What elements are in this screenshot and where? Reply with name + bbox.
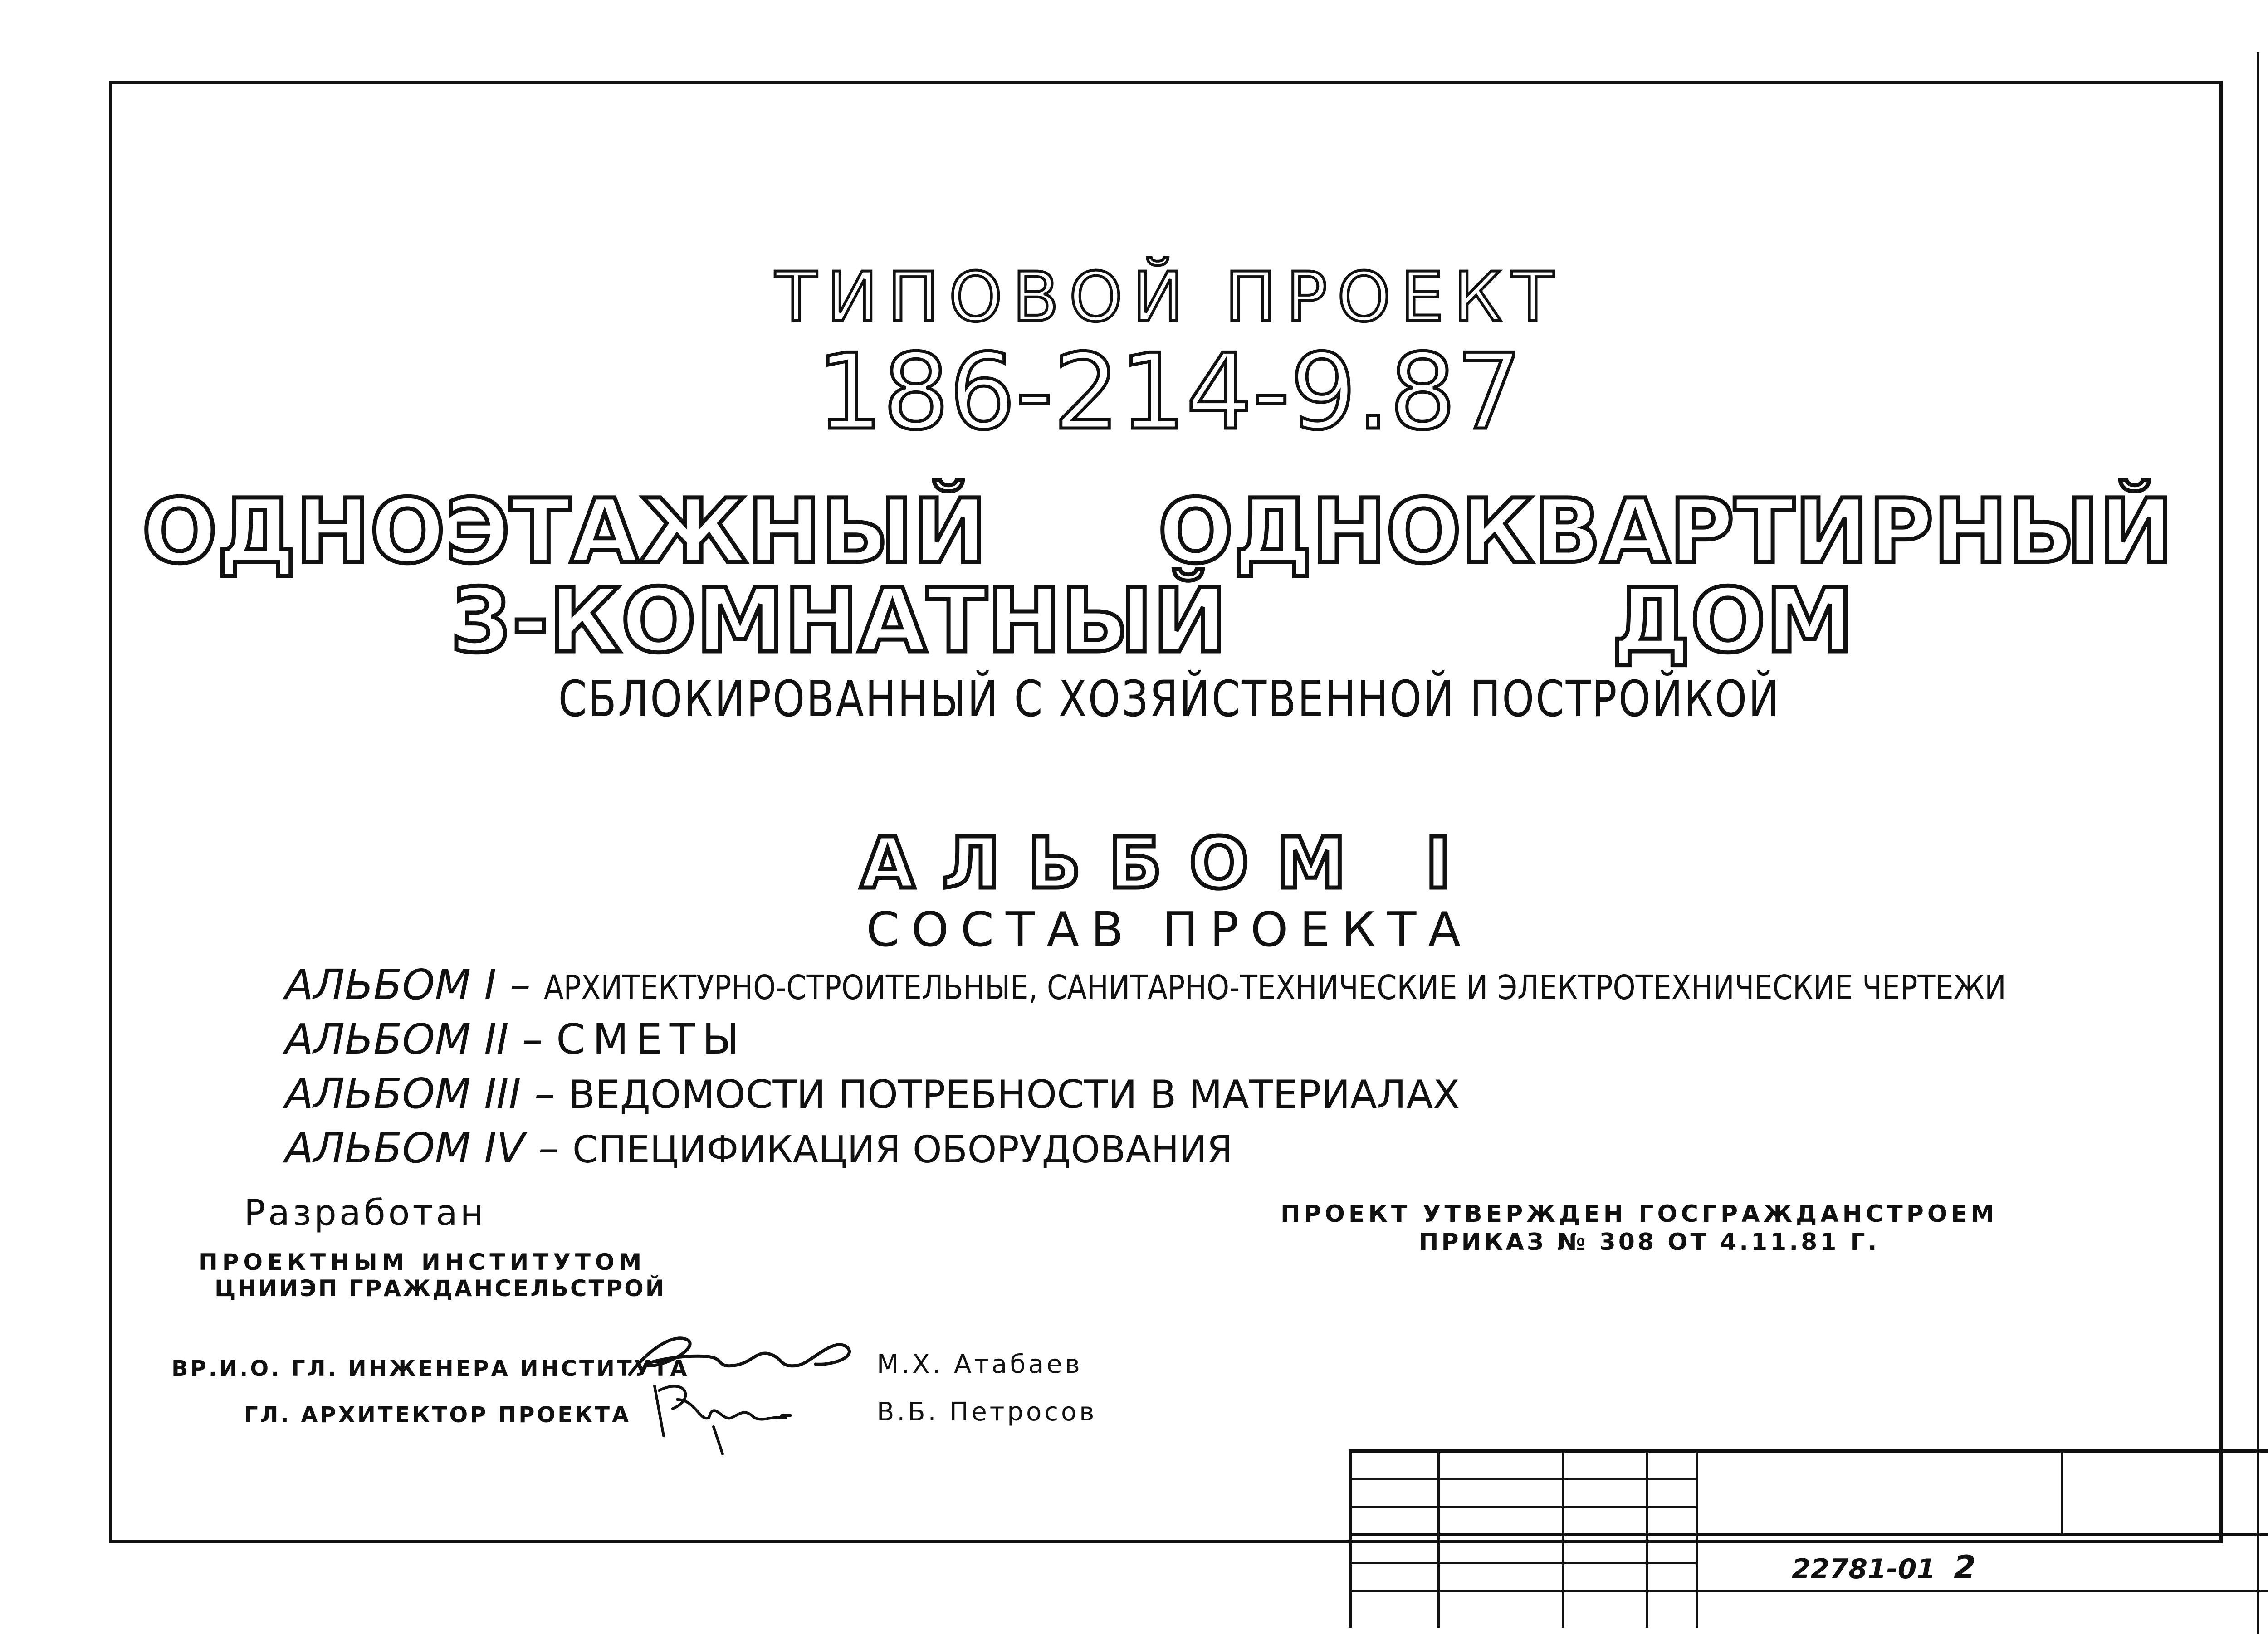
stamp-line — [1349, 1449, 1352, 1628]
project-number: 186-214-9.87 — [816, 332, 1523, 453]
album-list-item — [285, 1124, 1233, 1172]
album-label: АЛЬБОМ I — [285, 961, 497, 1009]
dash: – — [534, 1069, 569, 1118]
stamp-line — [1437, 1449, 1440, 1628]
album-title: АЛЬБОМ I — [860, 822, 1479, 904]
album-text: АРХИТЕКТУРНО-СТРОИТЕЛЬНЫЕ, САНИТАРНО-ТЕХНИЧЕСКИЕ И ЭЛЕКТРОТЕХНИЧЕСКИЕ ЧЕРТЕЖИ — [544, 968, 2006, 1007]
dash: – — [509, 961, 544, 1009]
stamp-line — [1349, 1478, 1698, 1480]
album-label: АЛЬБОМ III — [285, 1069, 521, 1118]
approval-line1: ПРОЕКТ УТВЕРЖДЕН ГОСГРАЖДАНСТРОЕМ — [1281, 1200, 1998, 1228]
title-line2-right: ДОМ — [1612, 569, 1854, 672]
section-title: СОСТАВ ПРОЕКТА — [866, 902, 1473, 957]
title-line1-right: ОДНОКВАРТИРНЫЙ — [1158, 480, 2173, 583]
title-line1-left: ОДНОЭТАЖНЫЙ — [142, 480, 987, 583]
album-list-item — [285, 1015, 747, 1063]
dash: – — [538, 1124, 572, 1172]
stamp-line — [1349, 1533, 2268, 1536]
album-label: АЛЬБОМ II — [285, 1015, 509, 1063]
signatory-name: В.Б. Петросов — [877, 1397, 1097, 1427]
signatory-name: М.Х. Атабаев — [877, 1350, 1083, 1379]
sheet-edge-line — [2257, 52, 2259, 1634]
developer-line1: ПРОЕКТНЫМ ИНСТИТУТОМ — [199, 1249, 646, 1275]
title-line2-left: 3-КОМНАТНЫЙ — [450, 569, 1227, 672]
signatory-role: ВР.И.О. ГЛ. ИНЖЕНЕРА ИНСТИТУТА — [171, 1356, 689, 1381]
developer-heading: Разработан — [244, 1193, 486, 1234]
sheet-number: 2 — [1954, 1549, 1976, 1586]
document-code — [1792, 1549, 1976, 1586]
stamp-line — [1349, 1506, 1698, 1508]
album-text: ВЕДОМОСТИ ПОТРЕБНОСТИ В МАТЕРИАЛАХ — [568, 1072, 1460, 1117]
album-label: АЛЬБОМ IV — [285, 1124, 525, 1172]
document-code-number: 22781-01 — [1792, 1553, 1936, 1585]
stamp-line — [1349, 1590, 2268, 1592]
project-kind: ТИПОВОЙ ПРОЕКТ — [775, 258, 1564, 337]
album-text: СПЕЦИФИКАЦИЯ ОБОРУДОВАНИЯ — [572, 1128, 1233, 1171]
approval-line2: ПРИКАЗ № 308 ОТ 4.11.81 Г. — [1419, 1229, 1880, 1256]
stamp-line — [1562, 1449, 1564, 1628]
album-list-item — [285, 961, 2244, 1009]
title-block-stamp — [1349, 1449, 2268, 1628]
drawing-sheet — [109, 81, 2223, 1543]
developer-line2: ЦНИИЭП ГРАЖДАНСЕЛЬСТРОЙ — [215, 1275, 666, 1302]
signatory-role: ГЛ. АРХИТЕКТОР ПРОЕКТА — [244, 1402, 631, 1428]
stamp-line — [2061, 1449, 2063, 1533]
stamp-line — [1349, 1449, 2268, 1453]
stamp-line — [1646, 1449, 1648, 1628]
signature-chief-architect — [645, 1372, 809, 1458]
album-list-item — [285, 1069, 1460, 1118]
stamp-line — [1696, 1449, 1698, 1628]
album-text: СМЕТЫ — [556, 1015, 747, 1063]
project-subtitle: СБЛОКИРОВАННЫЙ С ХОЗЯЙСТВЕННОЙ ПОСТРОЙКОЙ — [558, 670, 1781, 728]
dash: – — [522, 1015, 557, 1063]
stamp-line — [1349, 1562, 1698, 1564]
